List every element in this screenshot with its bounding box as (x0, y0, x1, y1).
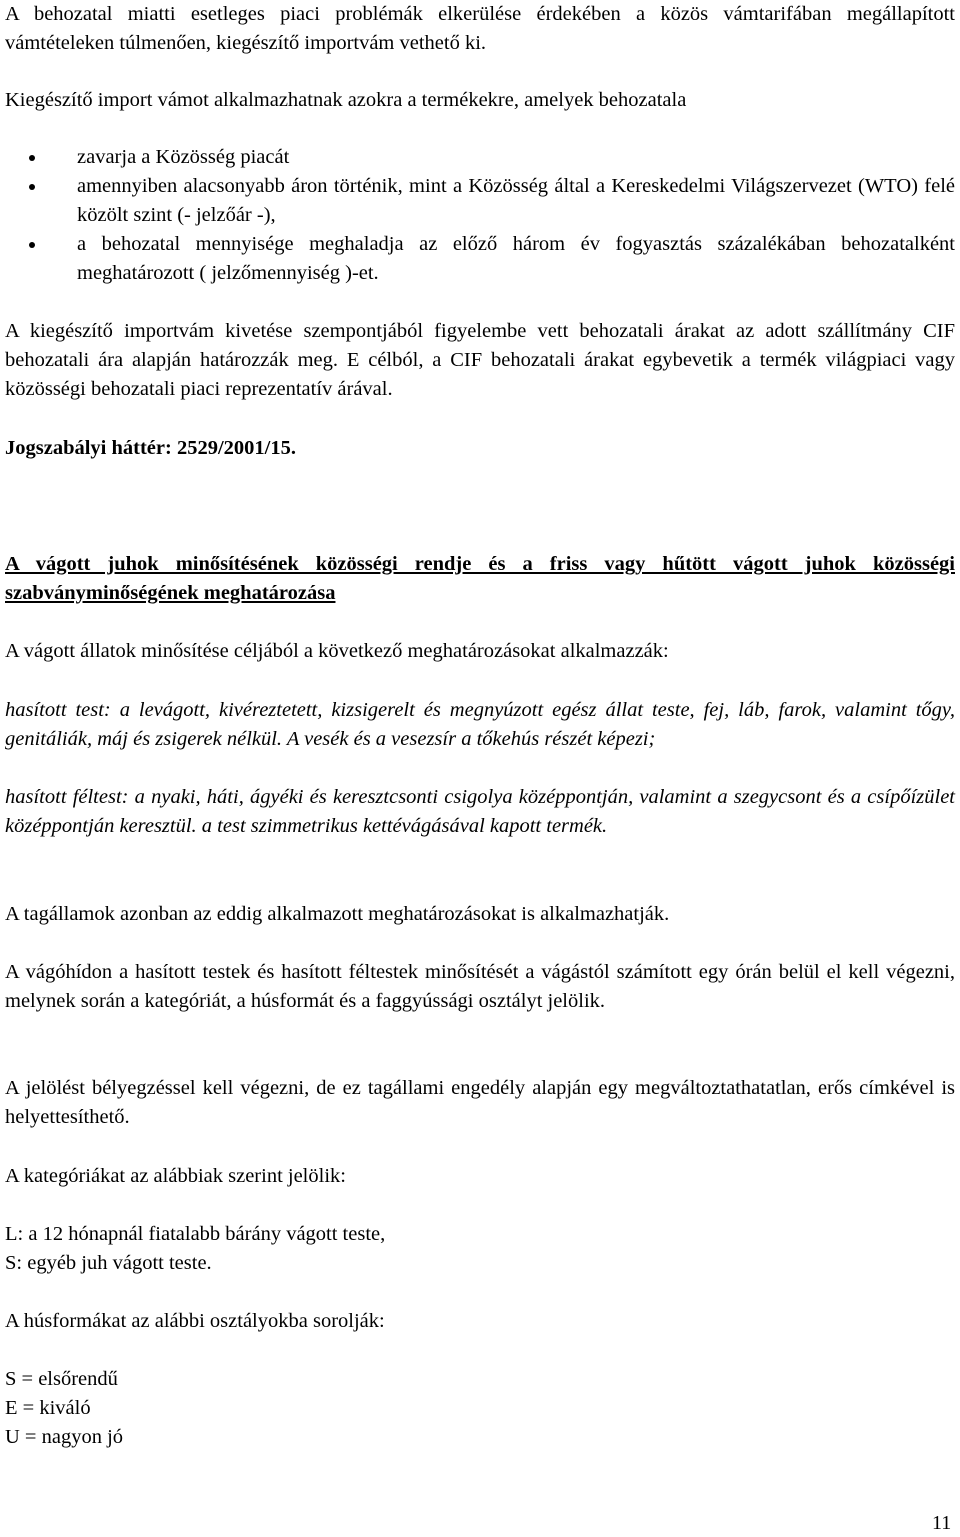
category-item: S: egyéb juh vágott teste. (5, 1252, 212, 1274)
paragraph-import-duty: A behozatal miatti esetleges piaci problémák elkerülése érdekében a közös vámtarifában megállapított vámtételeken túlmenően, kiegészítő importvám vethető ki. (5, 3, 955, 54)
definition-carcass: hasított test: a levágott, kivéreztetett, kizsigerelt és megnyúzott egész állat teste, fej, láb, farok, valamint tőgy, genitáliák, máj és zsigerek nélkül. A vesék és a vesezsír a tőkehús részét képezi; (5, 699, 955, 750)
list-item (5, 143, 955, 172)
bullet-icon (29, 184, 35, 190)
paragraph-categories-intro: A kategóriákat az alábbiak szerint jelölik: (5, 1165, 346, 1187)
paragraph-marking: A jelölést bélyegzéssel kell végezni, de ez tagállami engedély alapján egy megváltoztathatatlan, erős címkével is helyettesíthető. (5, 1077, 955, 1128)
paragraph-import-prices: A kiegészítő importvám kivetése szempontjából figyelembe vett behozatali árakat az adott szállítmány CIF behozatali ára alapján határozzák meg. E célból, a CIF behozatali árakat egybevetik a termék világpiaci vagy közösségi behozatali piaci reprezentatív árával. (5, 320, 955, 400)
list-item (5, 172, 955, 230)
grade-item: S = elsőrendű (5, 1368, 118, 1390)
paragraph-slaughterhouse: A vágóhídon a hasított testek és hasított féltestek minősítését a vágástól számított egy órán belül el kell végezni, melynek során a kategóriát, a húsformát és a faggyússági osztályt jelölik. (5, 961, 955, 1012)
page-number: 11 (932, 1512, 952, 1534)
paragraph-grades-intro: A húsformákat az alábbi osztályokba sorolják: (5, 1310, 385, 1332)
paragraph-additional-duty: Kiegészítő import vámot alkalmazhatnak azokra a termékekre, amelyek behozatala (5, 89, 687, 111)
list-item-text: amennyiben alacsonyabb áron történik, mint a Közösség által a Kereskedelmi Világszervezet (WTO) felé közölt szint (- jelzőár -), (77, 175, 955, 226)
paragraph-member-states: A tagállamok azonban az eddig alkalmazott meghatározásokat is alkalmazhatják. (5, 903, 670, 925)
grade-item: U = nagyon jó (5, 1426, 124, 1448)
paragraph-definitions-intro: A vágott állatok minősítése céljából a következő meghatározásokat alkalmazzák: (5, 640, 669, 662)
list-item (5, 230, 955, 288)
bullet-icon (29, 155, 35, 161)
bullet-icon (29, 242, 35, 248)
legal-background: Jogszabályi háttér: 2529/2001/15. (5, 437, 296, 459)
categories-list (5, 1220, 385, 1278)
list-item-text: a behozatal mennyisége meghaladja az előző három év fogyasztás százalékában behozatalként meghatározott ( jelzőmennyiség )-et. (77, 233, 955, 284)
grade-item: E = kiváló (5, 1397, 91, 1419)
list-item-text: zavarja a Közösség piacát (77, 146, 290, 168)
grades-list (5, 1365, 123, 1452)
conditions-list (5, 143, 955, 288)
definition-half-carcass: hasított féltest: a nyaki, háti, ágyéki és keresztcsonti csigolya középpontján, valamint a szegycsont és a csípőízület középpontján keresztül. a test szimmetrikus kettévágásával kapott termék. (5, 786, 955, 837)
category-item: L: a 12 hónapnál fiatalabb bárány vágott teste, (5, 1223, 386, 1245)
section-title: A vágott juhok minősítésének közösségi rendje és a friss vagy hűtött vágott juhok közösségi szabványminőségének meghatározása (5, 553, 955, 604)
